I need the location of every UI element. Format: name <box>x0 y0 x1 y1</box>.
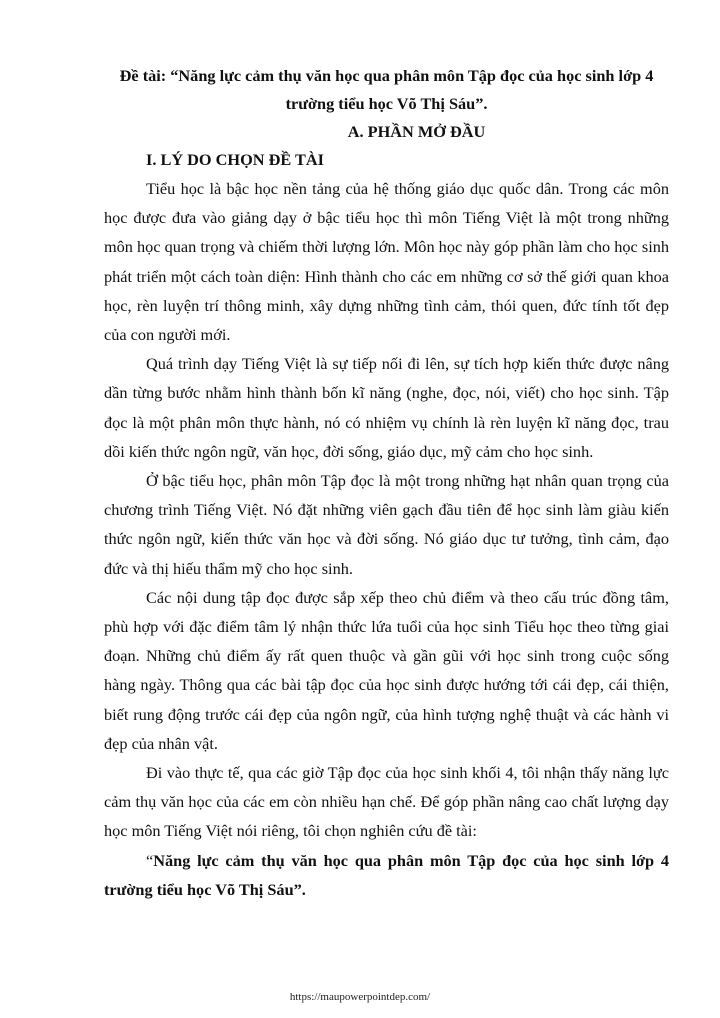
topic-text: Năng lực cảm thụ văn học qua phân môn Tập đọc của học sinh lớp 4 trường tiểu học Võ Thị Sáu”. <box>104 850 669 899</box>
paragraph-4: Các nội dung tập đọc được sắp xếp theo chủ điểm và theo cấu trúc đồng tâm, phù hợp với đặc điểm tâm lý nhận thức lứa tuổi của học sinh Tiểu học theo từng giai đoạn. Những chủ điểm ấy rất quen thuộc và gần gũi với học sinh trong cuộc sống hàng ngày. Thông qua các bài tập đọc của học sinh được hướng tới cái đẹp, cái thiện, biết rung động trước cái đẹp của ngôn ngữ, của hình tượng nghệ thuật và các hành vi đẹp của nhân vật. <box>104 587 669 753</box>
paragraph-2: Quá trình dạy Tiếng Việt là sự tiếp nối đi lên, sự tích hợp kiến thức được nâng dần từng bước nhằm hình thành bốn kĩ năng (nghe, đọc, nói, viết) cho học sinh. Tập đọc là một phân môn thực hành, nó có nhiệm vụ chính là rèn luyện kĩ năng đọc, trau dồi kiến thức ngôn ngữ, văn học, đời sống, giáo dục, mỹ cảm cho học sinh. <box>104 354 669 461</box>
topic-quote <box>104 846 669 904</box>
topic-open-quote: “ <box>146 850 154 870</box>
sub-heading-reason: I. LÝ DO CHỌN ĐỀ TÀI <box>146 150 324 169</box>
document-page <box>104 62 669 904</box>
paragraph-5: Đi vào thực tế, qua các giờ Tập đọc của học sinh khối 4, tôi nhận thấy năng lực cảm thụ văn học của các em còn nhiều hạn chế. Để góp phần nâng cao chất lượng dạy học môn Tiếng Việt nói riêng, tôi chọn nghiên cứu đề tài: <box>104 763 669 841</box>
footer-url[interactable]: https://maupowerpointdep.com/ <box>289 991 431 1003</box>
title-text-part-1: “Năng lực cảm thụ văn học qua phân môn Tập đọc của học sinh lớp 4 <box>170 66 654 85</box>
document-title-line-2: trường tiểu học Võ Thị Sáu”. <box>285 94 488 113</box>
title-label: Đề tài: <box>119 66 167 85</box>
section-heading: A. PHẦN MỞ ĐẦU <box>347 122 486 141</box>
paragraph-1: Tiểu học là bậc học nền tảng của hệ thống giáo dục quốc dân. Trong các môn học được đưa vào giảng dạy ở bậc tiểu học thì môn Tiếng Việt là một trong những môn học quan trọng và chiếm thời lượng lớn. Môn học này góp phần làm cho học sinh phát triển một cách toàn diện: Hình thành cho các em những cơ sở thế giới quan khoa học, rèn luyện trí thông minh, xây dựng những tình cảm, thói quen, đức tính tốt đẹp của con người mới. <box>104 179 669 345</box>
document-title-line-1 <box>104 62 669 90</box>
paragraph-3: Ở bậc tiểu học, phân môn Tập đọc là một trong những hạt nhân quan trọng của chương trình Tiếng Việt. Nó đặt những viên gạch đầu tiên để học sinh làm giàu kiến thức ngôn ngữ, kiến thức văn học và đời sống. Nó giáo dục tư tưởng, tình cảm, đạo đức và thị hiếu thẩm mỹ cho học sinh. <box>104 471 669 578</box>
